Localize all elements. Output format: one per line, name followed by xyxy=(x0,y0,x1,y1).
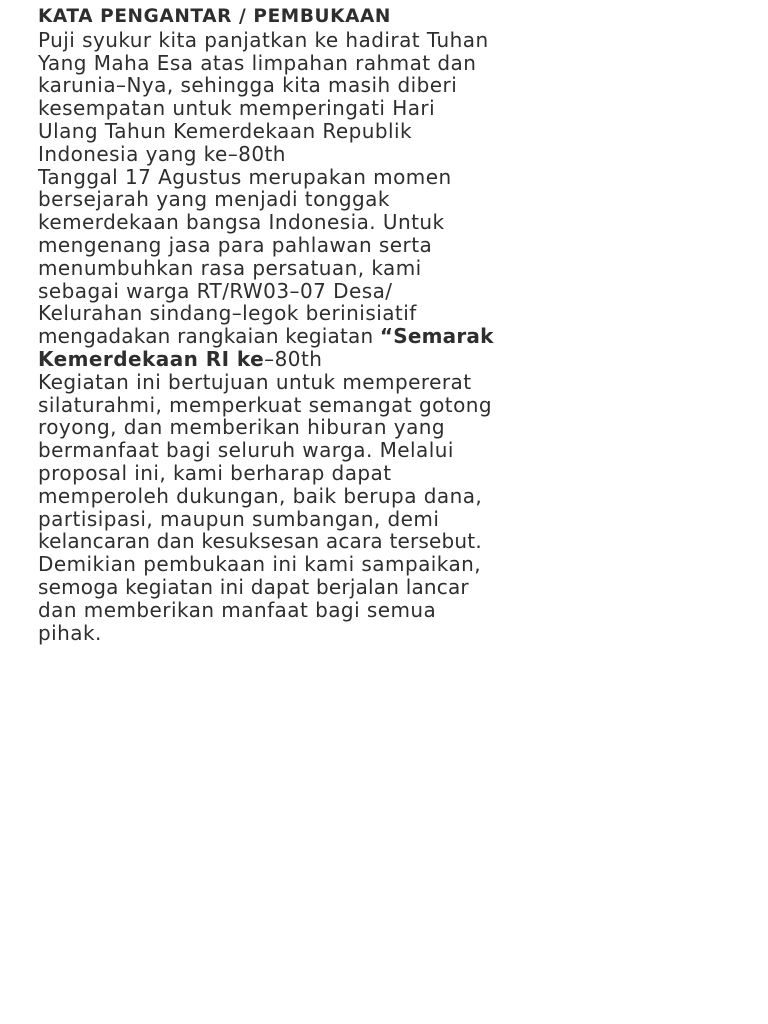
paragraph-line: partisipasi, maupun sumbangan, demi xyxy=(38,506,440,531)
paragraph-line: kelancaran dan kesuksesan acara tersebut. xyxy=(38,529,482,554)
paragraph-line: royong, dan memberikan hiburan yang xyxy=(38,415,446,440)
paragraph-line: semoga kegiatan ini dapat berjalan lancar xyxy=(38,574,469,599)
event-title-end: Kemerdekaan RI ke xyxy=(38,346,265,371)
paragraph-line: Tanggal 17 Agustus merupakan momen xyxy=(38,164,452,189)
paragraph-line: sebagai warga RT/RW03–07 Desa/ xyxy=(38,278,393,303)
paragraph-line: silaturahmi, memperkuat semangat gotong xyxy=(38,392,493,417)
paragraph-line: bersejarah yang menjadi tonggak xyxy=(38,187,390,212)
paragraph-line: Puji syukur kita panjatkan ke hadirat Tuhan xyxy=(38,27,489,52)
paragraph-line xyxy=(38,325,738,348)
paragraph-line: bermanfaat bagi seluruh warga. Melalui xyxy=(38,438,454,463)
paragraph-line-text: mengadakan rangkaian kegiatan xyxy=(38,324,380,349)
paragraph-line: karunia–Nya, sehingga kita masih diberi xyxy=(38,73,458,98)
paragraph-line: mengenang jasa para pahlawan serta xyxy=(38,232,433,257)
paragraph-line: dan memberikan manfaat bagi semua xyxy=(38,597,437,622)
paragraph-line: proposal ini, kami berharap dapat xyxy=(38,460,392,485)
document-heading: KATA PENGANTAR / PEMBUKAAN xyxy=(38,6,391,27)
paragraph-line: Kelurahan sindang–legok berinisiatif xyxy=(38,301,417,326)
paragraph-line: kesempatan untuk memperingati Hari xyxy=(38,96,436,121)
paragraph-line: menumbuhkan rasa persatuan, kami xyxy=(38,255,422,280)
paragraph-line: Kegiatan ini bertujuan untuk mempererat xyxy=(38,369,472,394)
document-page xyxy=(38,6,738,644)
paragraph-line: Ulang Tahun Kemerdekaan Republik xyxy=(38,118,413,143)
paragraph-line-text: –80th xyxy=(264,346,323,371)
paragraph-line: pihak. xyxy=(38,620,102,645)
paragraph-line: kemerdekaan bangsa Indonesia. Untuk xyxy=(38,210,445,235)
paragraph-line: Demikian pembukaan ini kami sampaikan, xyxy=(38,552,482,577)
paragraph-line: Yang Maha Esa atas limpahan rahmat dan xyxy=(38,50,477,75)
paragraph-line: Indonesia yang ke–80th xyxy=(38,141,286,166)
paragraph-line xyxy=(38,348,738,371)
paragraph-line: memperoleh dukungan, baik berupa dana, xyxy=(38,483,483,508)
event-title-start: “Semarak xyxy=(379,324,494,349)
